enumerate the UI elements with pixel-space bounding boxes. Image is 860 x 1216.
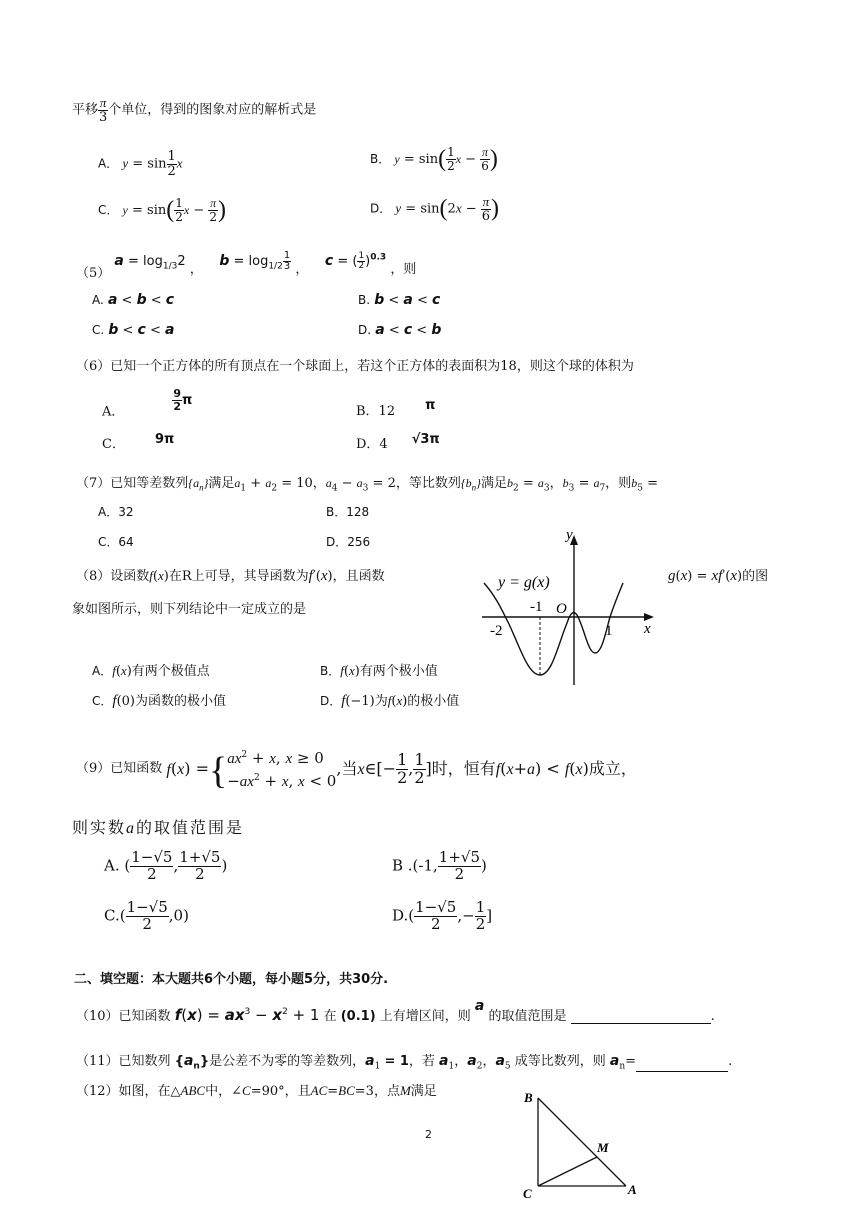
q8-graph — [470, 525, 666, 690]
q12-stem: （12）如图，在△ABC中，∠C=90°，且AC=BC=3，点M满足 — [76, 1083, 437, 1099]
section2-heading: 二、填空题：本大题共6个小题，每小题5分，共30分. — [74, 972, 389, 987]
q5-option-a: A. a < b < c — [92, 292, 175, 308]
g-curve — [484, 583, 623, 675]
q6-option-a: A． $\frac{9}{2}$ π — [102, 387, 193, 420]
q8-option-b: B．f(x)有两个极小值 — [320, 663, 438, 679]
q8-option-d: D．f(−1)为f(x)的极小值 — [320, 693, 460, 709]
q4-option-c: C． y = sin( $\frac{1}{2}$ x − $\frac{\pi}{2}$ ) — [98, 196, 226, 224]
q8-option-c: C．f(0)为函数的极小值 — [92, 693, 226, 709]
q4-option-b: B． y = sin( $\frac{1}{2}$ x − $\frac{\pi}{6}$ ) — [370, 145, 498, 173]
x-axis-arrow — [644, 613, 654, 621]
q8-stem-right: g(x) = xf′(x)的图 — [668, 568, 769, 584]
tick-label: 1 — [605, 623, 613, 639]
y-axis-label: y — [566, 527, 573, 543]
point-m-label: M — [597, 1140, 609, 1155]
q5-option-b: B. b < a < c — [358, 292, 441, 308]
q7-option-c: C．64 — [98, 535, 134, 549]
q9-option-d: D.( $\frac{1-√5}{2}$ ,− $\frac{1}{2}$ ] — [392, 898, 493, 933]
q7-option-b: B．128 — [326, 505, 370, 519]
q6-option-c: C． 9π — [102, 432, 175, 452]
q11-answer-blank[interactable] — [636, 1056, 728, 1072]
q9-line2: 则实数a的取值范围是 — [72, 818, 245, 837]
q9-option-a: A. ( $\frac{1-√5}{2}$ , $\frac{1+√5}{2}$ ) — [104, 848, 228, 883]
vertex-a-label: A — [628, 1182, 637, 1197]
q12-triangle-figure — [518, 1086, 648, 1208]
vertex-c-label: C — [523, 1186, 532, 1201]
q8-option-a: A．f(x)有两个极值点 — [92, 663, 210, 679]
q11-stem: （11）已知数列 $\{a_n\}$是公差不为零的等差数列，$a_1 = 1$，若 $a_1$，$a_2$，$a_5$ 成等比数列，则 $a_n=$ . — [76, 1053, 733, 1072]
q4-option-d: D． y = sin(2x − $\frac{\pi}{6}$ ) — [370, 194, 500, 224]
q6-stem: （6）已知一个正方体的所有顶点在一个球面上，若这个正方体的表面积为18，则这个球的体积为 — [76, 359, 634, 374]
q4-option-a: A． y = sin $\frac{1}{2}$ x — [98, 149, 183, 179]
q5-option-d: D. a < c < b — [358, 322, 442, 338]
q8-stem-line2: 象如图所示，则下列结论中一定成立的是 — [72, 602, 307, 617]
func-label: y = g(x) — [498, 574, 550, 591]
q10-stem: （10）已知函数 $f(x) = ax^3 - x^2 + 1$ 在 (0.1) 上有增区间，则 a 的取值范围是 . — [76, 998, 715, 1024]
x-axis-label: x — [644, 621, 651, 637]
q8-stem-left: （8）设函数f(x)在R上可导，其导函数为f′(x)，且函数 — [76, 568, 385, 584]
vertex-b-label: B — [524, 1090, 533, 1105]
q7-stem: （7）已知等差数列$\{a_n\}$满足$a_1 + a_2 = 10$，$a_4 - a_3 = 2$，等比数列$\{b_n\}$满足$b_2 = a_3$，$b_3 = a_7$，则$b_5$ = — [76, 476, 659, 494]
q4-stem: 平移 $\frac{\pi}{3}$ 个单位，得到的图象对应的解析式是 — [72, 95, 317, 125]
q9-stem: （9）已知函数 f(x) ={ $ax^2 + x$, x ≥ 0 $-ax^2 + x$, x < 0 ,当x∈[− $\frac{1}{2}$ , $\frac{1}{2}$ ]时，恒有f(x+a) < f(x)成立， — [76, 749, 637, 792]
origin-label: O — [556, 601, 567, 617]
page-number: 2 — [425, 1128, 432, 1141]
tick-label: -2 — [490, 623, 503, 639]
q7-option-d: D．256 — [326, 535, 371, 549]
q7-option-a: A．32 — [98, 505, 134, 519]
q5-option-c: C. b < c < a — [92, 322, 175, 338]
q9-option-b: B .(-1, $\frac{1+√5}{2}$ ) — [392, 848, 487, 883]
q6-option-d: D．4 √3π — [356, 432, 440, 452]
q5-stem: （5） $a = \log_{1/3}2$ ， $b = \log_{1/2}$ $\frac{1}{3}$ ， c = ( $\frac{1}{2}$ )$^{0.3}$ ，则 — [76, 249, 417, 281]
q6-option-b: B．12 π — [356, 398, 436, 419]
q9-option-c: C.( $\frac{1-√5}{2}$ ,0) — [104, 898, 189, 933]
tick-label: -1 — [530, 599, 543, 615]
q10-answer-blank[interactable] — [571, 1008, 711, 1024]
